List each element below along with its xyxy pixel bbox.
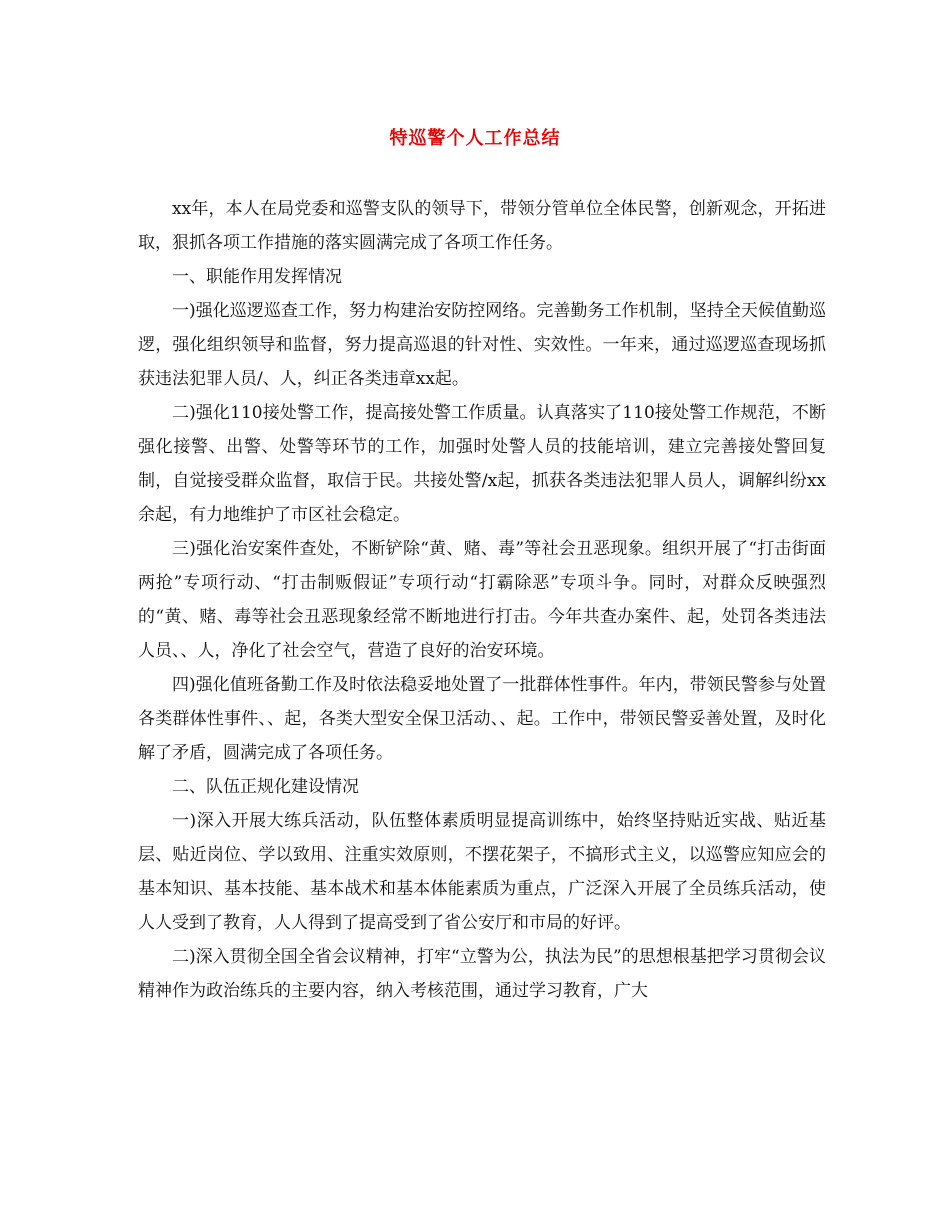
paragraph-1-4: 四)强化值班备勤工作及时依法稳妥地处置了一批群体性事件。年内，带领民警参与处置各类群体性事件、、起，各类大型安全保卫活动、、起。工作中，带领民警妥善处置，及时化解了矛盾，圆满完成了各项任务。 [138,675,826,763]
paragraph-1-3: 三)强化治安案件查处，不断铲除“黄、赌、毒”等社会丑恶现象。组织开展了“打击街面两抢”专项行动、“打击制贩假证”专项行动“打霸除恶”专项斗争。同时，对群众反映强烈的“黄、赌、毒等社会丑恶现象经常不断地进行打击。今年共查办案件、起，处罚各类违法人员、、人，净化了社会空气，营造了良好的治安环境。 [138,539,826,661]
document-title: 特巡警个人工作总结 [389,128,561,149]
section-heading-2: 二、队伍正规化建设情况 [172,777,359,797]
document-body [138,192,826,1008]
section-heading-1: 一、职能作用发挥情况 [172,267,342,287]
paragraph-2-2: 二)深入贯彻全国全省会议精神，打牢“立警为公，执法为民”的思想根基把学习贯彻会议精神作为政治练兵的主要内容，纳入考核范围，通过学习教育，广大 [138,947,826,1001]
paragraph-1-1: 一)强化巡逻巡查工作，努力构建治安防控网络。完善勤务工作机制，坚持全天候值勤巡逻，强化组织领导和监督，努力提高巡退的针对性、实效性。一年来，通过巡逻巡查现场抓获违法犯罪人员/、人，纠正各类违章xx起。 [138,301,826,389]
paragraph-intro: xx年，本人在局党委和巡警支队的领导下，带领分管单位全体民警，创新观念，开拓进取，狠抓各项工作措施的落实圆满完成了各项工作任务。 [138,199,826,253]
paragraph-2-1: 一)深入开展大练兵活动，队伍整体素质明显提高训练中，始终坚持贴近实战、贴近基层、贴近岗位、学以致用、注重实效原则，不摆花架子，不搞形式主义，以巡警应知应会的基本知识、基本技能、基本战术和基本体能素质为重点，广泛深入开展了全员练兵活动，使人人受到了教育，人人得到了提高受到了省公安厅和市局的好评。 [138,811,826,933]
paragraph-1-2: 二)强化110接处警工作，提高接处警工作质量。认真落实了110接处警工作规范，不断强化接警、出警、处警等环节的工作，加强时处警人员的技能培训，建立完善接处警回复制，自觉接受群众监督，取信于民。共接处警/x起，抓获各类违法犯罪人员人，调解纠纷xx余起，有力地维护了市区社会稳定。 [138,403,826,525]
